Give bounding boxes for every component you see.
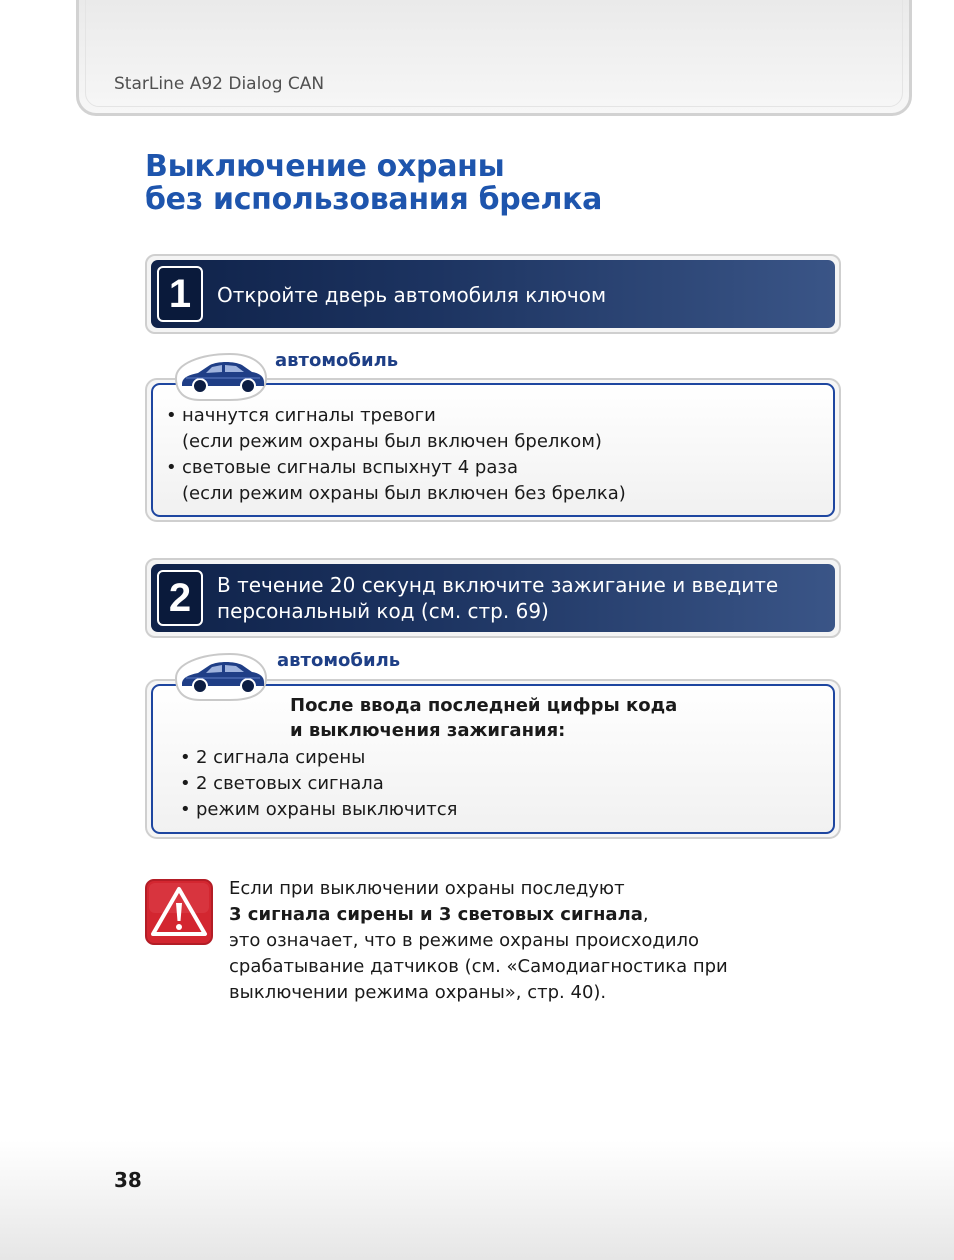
car-icon xyxy=(170,648,270,704)
step-1-box-label: автомобиль xyxy=(275,350,399,371)
step-1-banner xyxy=(145,254,841,334)
list-item: • световые сигналы вспыхнут 4 раза (если режим охраны был включен без брелка) xyxy=(166,455,626,507)
page-number: 38 xyxy=(114,1168,142,1192)
list-item: • режим охраны выключится xyxy=(180,797,457,823)
step-2-number: 2 xyxy=(157,570,203,626)
step-2-banner xyxy=(145,558,841,638)
footer-band xyxy=(0,1140,954,1260)
warning-text: Если при выключении охраны последуют 3 сигнала сирены и 3 световых сигнала, это означает, что в режиме охраны происходило срабатывание датчиков (см. «Самодиагностика при выключении режима охраны», стр. 40). xyxy=(229,878,728,1003)
step-2-bullet-list xyxy=(180,745,457,823)
car-icon xyxy=(170,348,270,404)
step-2-box-label: автомобиль xyxy=(277,650,401,671)
list-item: • начнутся сигналы тревоги (если режим охраны был включен брелком) xyxy=(166,403,626,455)
warning-triangle-icon xyxy=(145,879,213,945)
step-1-bullet-list xyxy=(166,403,626,507)
page-title-line1: Выключение охраны xyxy=(145,149,505,184)
header-product-name: StarLine A92 Dialog CAN xyxy=(114,74,325,94)
page-title-line2: без использования брелка xyxy=(145,182,603,217)
list-item: • 2 световых сигнала xyxy=(180,771,457,797)
step-2-box-heading: После ввода последней цифры кода и выключения зажигания: xyxy=(290,695,678,741)
list-item: • 2 сигнала сирены xyxy=(180,745,457,771)
step-1-text: Откройте дверь автомобиля ключом xyxy=(217,283,607,307)
page-title xyxy=(145,150,602,216)
step-1-number: 1 xyxy=(157,266,203,322)
header-tab xyxy=(76,0,912,116)
step-2-text: В течение 20 секунд включите зажигание и введите персональный код (см. стр. 69) xyxy=(217,573,779,623)
